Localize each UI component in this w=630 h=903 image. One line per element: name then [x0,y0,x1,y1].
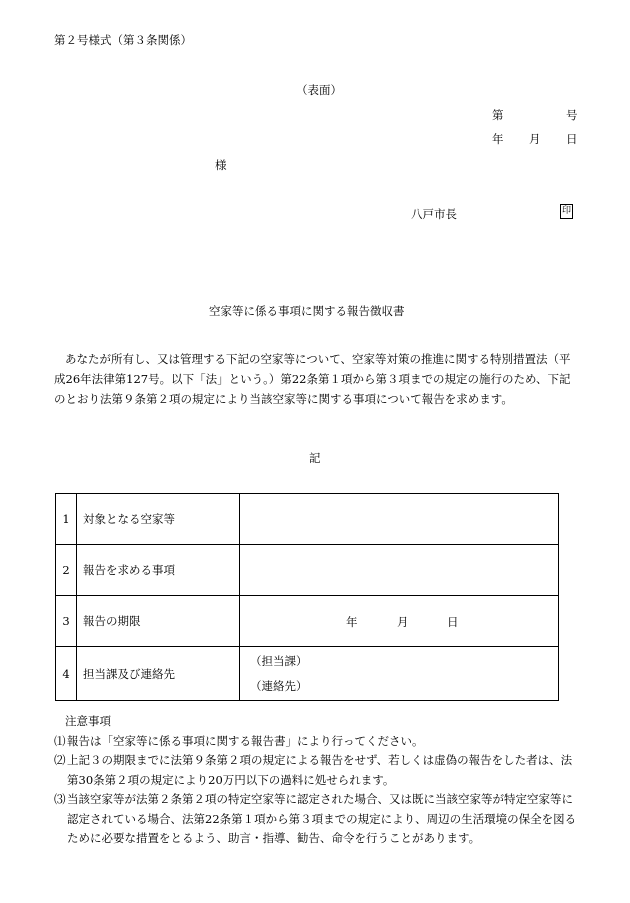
row-label: 報告の期限 [77,596,240,647]
date-month: 月 [529,132,541,146]
row-number: 2 [56,545,77,596]
row-value [240,647,559,701]
doc-number-prefix: 第 [492,108,504,122]
notes-section [54,712,578,849]
row-number: 3 [56,596,77,647]
row-number: 1 [56,494,77,545]
row-value [240,596,559,647]
note-text: 報告は「空家等に係る事項に関する報告書」により行ってください。 [67,733,424,748]
row-label: 報告を求める事項 [77,545,240,596]
row-number: 4 [56,647,77,701]
table-row [56,494,559,545]
note-item [54,732,578,752]
notes-title: 注意事項 [65,714,111,728]
row-value [240,494,559,545]
ki-label: 記 [309,451,321,465]
table-row [56,545,559,596]
items-table [55,493,559,701]
note-mark: ⑴ [54,733,66,748]
contact-label: （連絡先） [250,678,308,693]
deadline-day: 日 [447,615,459,629]
note-text: 当該空家等が法第２条第２項の特定空家等に認定された場合、又は既に当該空家等が特定空家等に認定されている場合、法第22条第１項から第３項までの規定により、周辺の生活環境の保全を図るために必要な措置をとるよう、助言・指導、勧告、命令を行うことがあります。 [67,792,577,845]
date-day: 日 [566,132,578,146]
row-value [240,545,559,596]
department-label: （担当課） [250,653,308,668]
table-row [56,596,559,647]
note-text: 上記３の期限までに法第９条第２項の規定による報告をせず、若しくは虚偽の報告をした者は、法第30条第２項の規定により20万円以下の過料に処せられます。 [67,753,573,787]
document-title: 空家等に係る事項に関する報告徴収書 [209,304,405,318]
table-row [56,647,559,701]
note-mark: ⑶ [54,792,66,806]
addressee-suffix: 様 [215,158,227,172]
body-paragraph: あなたが所有し、又は管理する下記の空家等について、空家等対策の推進に関する特別措置法（平成26年法律第127号。以下「法」という。）第22条第１項から第３項までの規定の施行のため、下記のとおり法第９条第２項の規定により当該空家等に関する事項について報告を求めます。 [54,352,571,406]
side-label: （表面） [296,83,342,97]
deadline-year: 年 [346,615,358,629]
row-label: 対象となる空家等 [77,494,240,545]
note-item [54,790,578,849]
seal-mark: 印 [560,204,573,219]
note-item [54,751,578,790]
date-year: 年 [492,132,504,146]
deadline-month: 月 [397,615,409,629]
row-label: 担当課及び連絡先 [77,647,240,701]
doc-number-suffix: 号 [566,108,578,122]
issuer: 八戸市長 [411,207,457,221]
note-mark: ⑵ [54,753,66,767]
form-number: 第２号様式（第３条関係） [54,33,192,47]
